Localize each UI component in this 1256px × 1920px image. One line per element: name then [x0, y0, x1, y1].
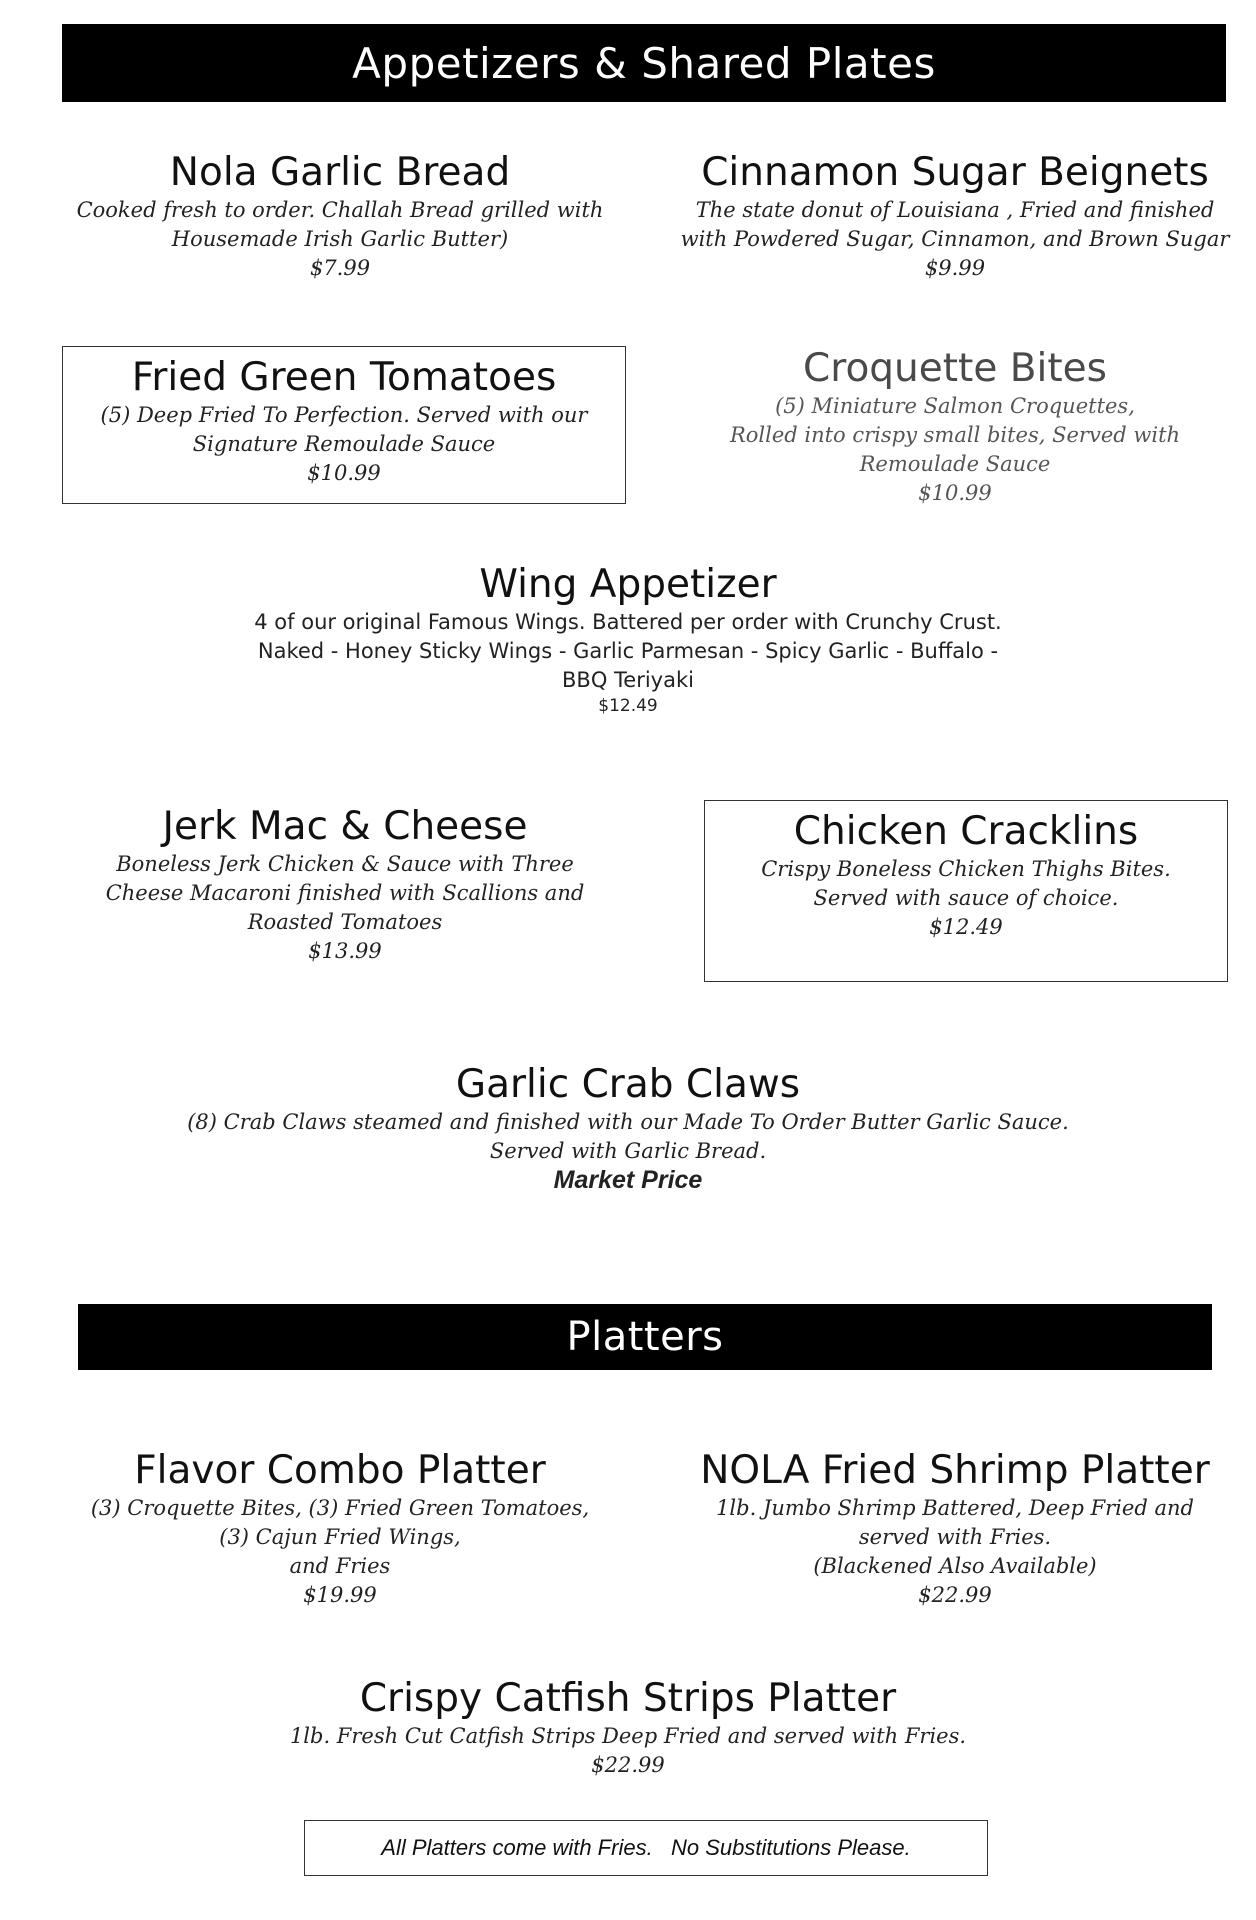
menu-item-jerk-mac-cheese [60, 804, 630, 966]
item-name: Wing Appetizer [479, 562, 777, 607]
appetizers-section-title: Appetizers & Shared Plates [352, 38, 936, 88]
item-description: Boneless Jerk Chicken & Sauce with Three Cheese Macaroni finished with Scallions and Roasted Tomatoes [105, 852, 585, 934]
item-name: Chicken Cracklins [793, 809, 1139, 854]
item-name: Crispy Catfish Strips Platter [359, 1676, 897, 1721]
item-description: 1lb. Jumbo Shrimp Battered, Deep Fried and served with Fries. (Blackened Also Available) [716, 1496, 1194, 1578]
platters-section-title: Platters [566, 1314, 724, 1360]
item-price: $12.49 [598, 696, 658, 716]
item-description: Cooked fresh to order. Challah Bread grilled with Housemade Irish Garlic Butter) [76, 198, 604, 251]
menu-item-crispy-catfish-strips-platter [228, 1676, 1028, 1780]
platters-section-header [78, 1304, 1212, 1370]
menu-item-garlic-crab-claws [128, 1062, 1128, 1195]
item-price: $10.99 [307, 461, 381, 485]
menu-item-wing-appetizer [178, 562, 1078, 717]
item-name: Nola Garlic Bread [169, 150, 511, 195]
appetizers-section-header [62, 24, 1226, 102]
item-description: 4 of our original Famous Wings. Battered per order with Crunchy Crust. Naked - Honey Sticky Wings - Garlic Parmesan - Spicy Garlic - Buffalo - BBQ Teriyaki [254, 610, 1002, 692]
item-price: $10.99 [918, 481, 992, 505]
item-description: (3) Croquette Bites, (3) Fried Green Tomatoes, (3) Cajun Fried Wings, and Fries [90, 1496, 590, 1578]
platters-note: All Platters come with Fries. No Substitutions Please. [304, 1820, 988, 1876]
item-name: Jerk Mac & Cheese [162, 804, 528, 849]
item-description: (8) Crab Claws steamed and finished with our Made To Order Butter Garlic Sauce. Served with Garlic Bread. [187, 1110, 1069, 1163]
item-name: Cinnamon Sugar Beignets [701, 150, 1209, 195]
menu-item-croquette-bites [680, 346, 1230, 508]
item-name: Garlic Crab Claws [455, 1062, 801, 1107]
menu-item-fried-green-tomatoes [62, 346, 626, 504]
item-description: (5) Deep Fried To Perfection. Served with our Signature Remoulade Sauce [100, 403, 588, 456]
menu-item-cinnamon-sugar-beignets [660, 150, 1250, 283]
menu-item-nola-garlic-bread [40, 150, 640, 283]
item-price: $19.99 [303, 1583, 377, 1607]
item-price: $13.99 [308, 939, 382, 963]
menu-item-chicken-cracklins [704, 800, 1228, 982]
menu-item-flavor-combo-platter [60, 1448, 620, 1610]
item-name: Flavor Combo Platter [134, 1448, 546, 1493]
item-name: NOLA Fried Shrimp Platter [700, 1448, 1210, 1493]
item-description: The state donut of Louisiana , Fried and finished with Powdered Sugar, Cinnamon, and Brown Sugar [680, 198, 1230, 251]
item-price: Market Price [553, 1166, 703, 1194]
item-price: $9.99 [924, 256, 986, 280]
menu-item-nola-fried-shrimp-platter [660, 1448, 1250, 1610]
item-name: Croquette Bites [803, 346, 1107, 391]
item-name: Fried Green Tomatoes [131, 355, 557, 400]
item-description: (5) Miniature Salmon Croquettes, Rolled into crispy small bites, Served with Remoulade Sauce [729, 394, 1181, 476]
item-price: $7.99 [309, 256, 371, 280]
item-description: Crispy Boneless Chicken Thighs Bites. Served with sauce of choice. [761, 857, 1171, 910]
item-description: 1lb. Fresh Cut Catfish Strips Deep Fried and served with Fries. [289, 1724, 967, 1748]
item-price: $22.99 [918, 1583, 992, 1607]
item-price: $12.49 [929, 915, 1003, 939]
item-price: $22.99 [591, 1753, 665, 1777]
